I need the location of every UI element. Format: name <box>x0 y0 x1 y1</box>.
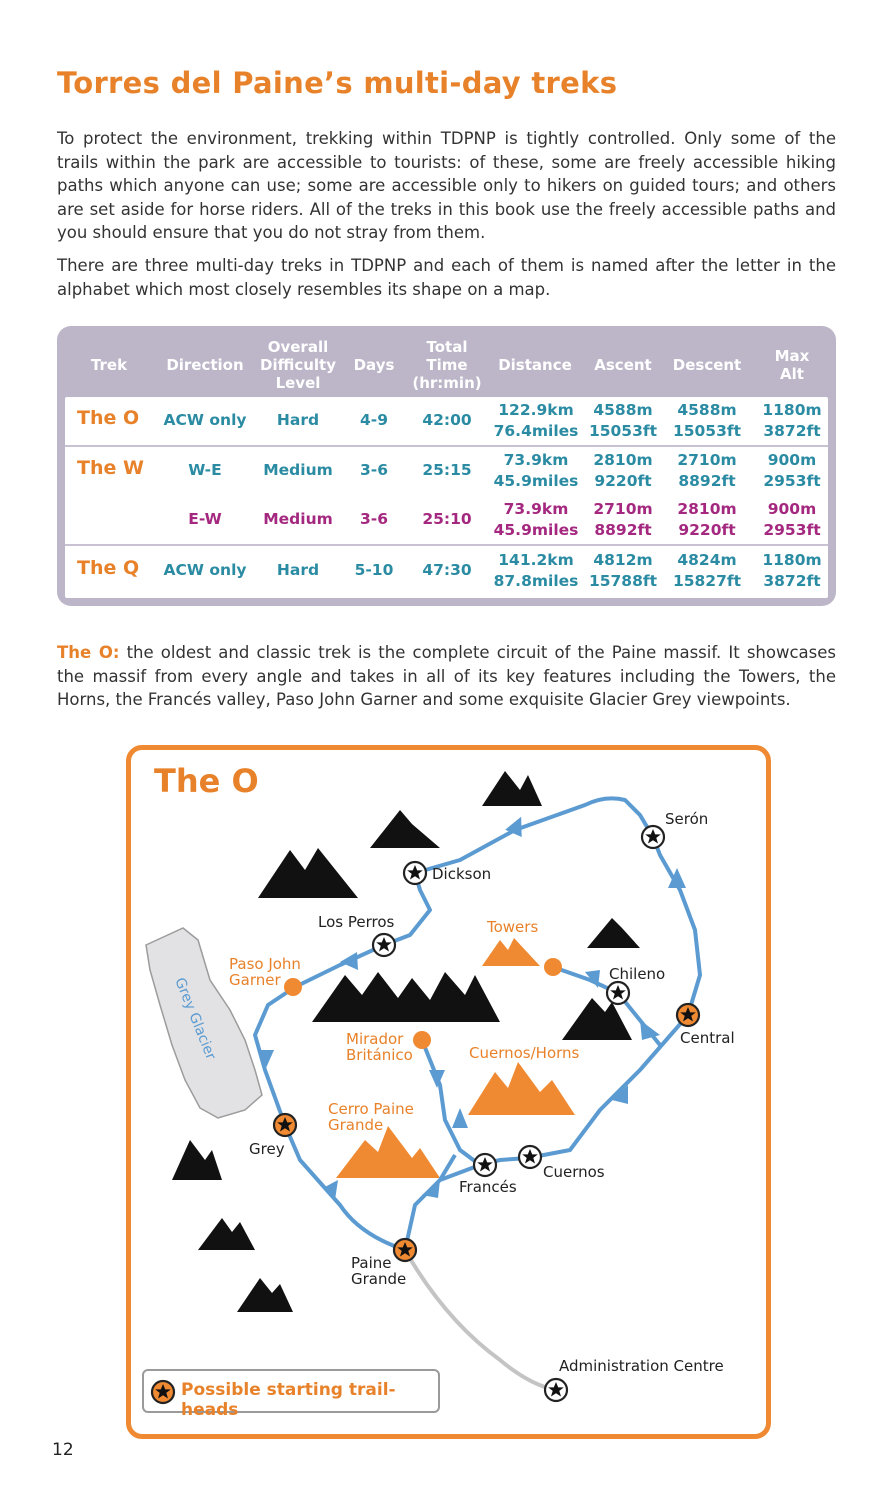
legend-label: Possible starting trail-heads <box>181 1380 396 1420</box>
cell-trek: The Q <box>77 557 140 579</box>
cell-dist_mi: 45.9miles <box>493 472 579 490</box>
mirador-dot <box>413 1031 431 1049</box>
cell-days: 5-10 <box>354 561 394 579</box>
cell-asc_ft: 15053ft <box>588 422 658 440</box>
header-ascent: Ascent <box>594 356 652 374</box>
label-grey: Grey <box>249 1140 285 1158</box>
dickson-star-icon <box>404 862 426 884</box>
cell-difficulty: Hard <box>276 411 320 429</box>
label-cerro-paine-grande: Cerro Paine Grande <box>328 1100 414 1134</box>
cell-alt_ft: 3872ft <box>763 422 821 440</box>
cell-dist_km: 141.2km <box>498 551 574 569</box>
cell-alt_m: 1180m <box>762 551 822 569</box>
label-administration-centre: Administration Centre <box>559 1357 724 1375</box>
cell-difficulty: Medium <box>263 461 333 479</box>
map-legend <box>142 1369 440 1420</box>
cell-difficulty: Hard <box>276 561 320 579</box>
label-seron: Serón <box>665 810 709 828</box>
cell-desc_ft: 15827ft <box>672 572 742 590</box>
cell-dist_km: 73.9km <box>503 500 569 518</box>
label-frances: Francés <box>459 1178 517 1196</box>
cell-trek: The O <box>77 407 140 429</box>
the-o-lead: The O: <box>57 643 120 662</box>
frances-star-icon <box>474 1154 496 1176</box>
seron-star-icon <box>642 826 664 848</box>
paso-john-garner-dot <box>284 978 302 996</box>
label-grey-glacier: Grey Glacier <box>171 975 219 1063</box>
cell-alt_m: 900m <box>767 500 817 518</box>
cell-asc_ft: 8892ft <box>594 521 652 539</box>
page-number: 12 <box>52 1440 74 1460</box>
cell-desc_ft: 15053ft <box>672 422 742 440</box>
legend-star-icon <box>150 1379 176 1405</box>
label-los-perros: Los Perros <box>318 913 395 931</box>
cell-days: 3-6 <box>359 461 388 479</box>
cell-desc_m: 4824m <box>677 551 737 569</box>
cell-direction: ACW only <box>163 561 247 579</box>
cell-time: 25:10 <box>422 510 472 528</box>
cell-asc_m: 4812m <box>593 551 653 569</box>
chileno-star-icon <box>607 982 629 1004</box>
cell-difficulty: Medium <box>263 510 333 528</box>
cell-desc_m: 4588m <box>677 401 737 419</box>
cell-days: 4-9 <box>359 411 388 429</box>
header-descent: Descent <box>672 356 742 374</box>
cell-alt_ft: 2953ft <box>763 521 821 539</box>
cell-dist_mi: 45.9miles <box>493 521 579 539</box>
header-time: Total Time (hr:min) <box>412 338 482 392</box>
cell-asc_m: 2810m <box>593 451 653 469</box>
cuernos-star-icon <box>519 1146 541 1168</box>
header-max-alt: Max Alt <box>774 347 810 383</box>
central-star-icon <box>677 1004 699 1026</box>
cell-asc_ft: 15788ft <box>588 572 658 590</box>
cell-direction: ACW only <box>163 411 247 429</box>
label-towers: Towers <box>487 918 539 936</box>
paine-grande-star-icon <box>394 1239 416 1261</box>
cell-direction: W-E <box>188 461 222 479</box>
cell-alt_ft: 3872ft <box>763 572 821 590</box>
cell-dist_km: 122.9km <box>498 401 574 419</box>
cell-days: 3-6 <box>359 510 388 528</box>
page-title: Torres del Paine’s multi-day treks <box>57 66 618 100</box>
cell-dist_km: 73.9km <box>503 451 569 469</box>
the-o-text: the oldest and classic trek is the complete circuit of the Paine massif. It showcases the massif from every angle and takes in all of its key features including the Towers, the Horns, the Francés valley, Paso John Garner and some exquisite Glacier Grey viewpoints. <box>57 643 836 709</box>
treks-paragraph: There are three multi-day treks in TDPNP and each of them is named after the letter in the alphabet which most closely resembles its shape on a map. <box>57 256 836 299</box>
label-cuernos: Cuernos <box>543 1163 605 1181</box>
label-cuernos-horns: Cuernos/Horns <box>469 1044 580 1062</box>
header-days: Days <box>353 356 395 374</box>
cell-asc_m: 4588m <box>593 401 653 419</box>
towers-dot <box>544 958 562 976</box>
cell-desc_ft: 8892ft <box>678 472 736 490</box>
los-perros-star-icon <box>373 934 395 956</box>
grey-star-icon <box>274 1114 296 1136</box>
cell-asc_m: 2710m <box>593 500 653 518</box>
admin-centre-star-icon <box>545 1379 567 1401</box>
cell-alt_m: 900m <box>767 451 817 469</box>
map-title: The O <box>154 762 259 800</box>
cell-time: 25:15 <box>422 461 472 479</box>
label-paso-john-garner: Paso John Garner <box>229 955 301 989</box>
cell-dist_mi: 76.4miles <box>493 422 579 440</box>
cell-time: 42:00 <box>422 411 472 429</box>
cell-asc_ft: 9220ft <box>594 472 652 490</box>
label-paine-grande: Paine Grande <box>351 1254 407 1288</box>
header-difficulty: Overall Difficulty Level <box>260 338 336 392</box>
cell-trek: The W <box>77 457 144 479</box>
header-distance: Distance <box>498 356 572 374</box>
header-direction: Direction <box>166 356 244 374</box>
header-trek: Trek <box>90 356 128 374</box>
label-central: Central <box>680 1029 735 1047</box>
cell-direction: E-W <box>188 510 222 528</box>
label-dickson: Dickson <box>432 865 492 883</box>
cell-dist_mi: 87.8miles <box>493 572 579 590</box>
label-mirador-britanico: Mirador Británico <box>346 1030 413 1064</box>
cell-alt_m: 1180m <box>762 401 822 419</box>
cell-alt_ft: 2953ft <box>763 472 821 490</box>
cell-desc_ft: 9220ft <box>678 521 736 539</box>
label-chileno: Chileno <box>609 965 666 983</box>
cell-desc_m: 2810m <box>677 500 737 518</box>
cell-time: 47:30 <box>422 561 472 579</box>
cell-desc_m: 2710m <box>677 451 737 469</box>
intro-paragraph: To protect the environment, trekking within TDPNP is tightly controlled. Only some of the trails within the park are accessible to tourists: of these, some are freely accessible hiking paths which anyone can use; some are accessible only to hikers on guided tours; and others are set aside for horse riders. All of the treks in this book use the freely accessible paths and you should ensure that you do not stray from them. <box>57 129 836 242</box>
